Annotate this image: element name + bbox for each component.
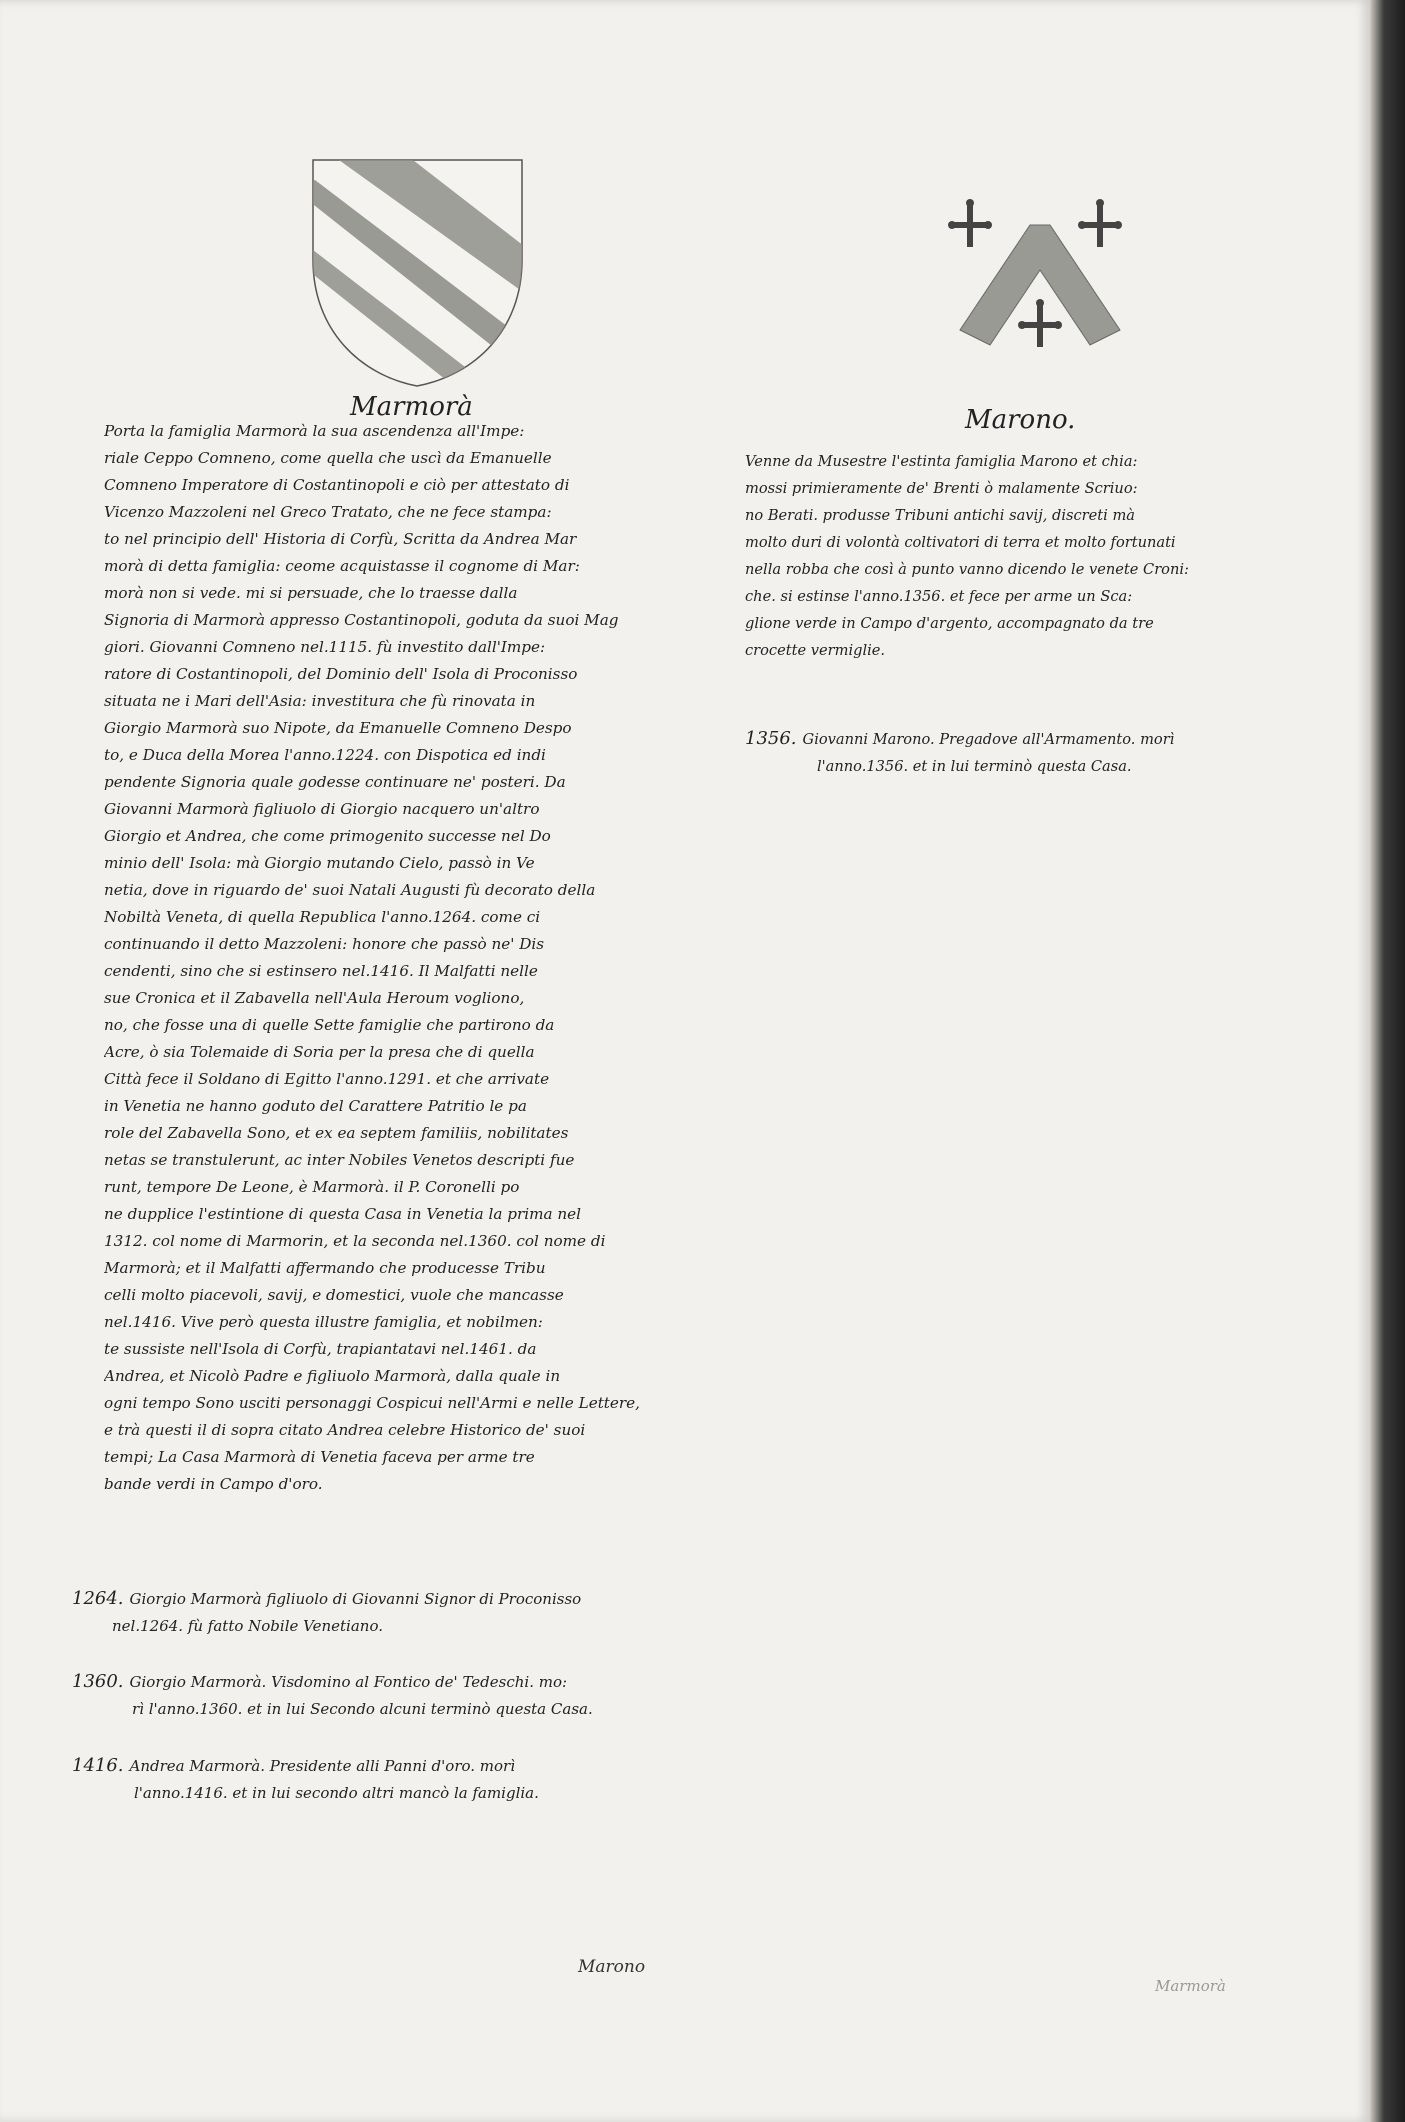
text-line: Città fece il Soldano di Egitto l'anno.1291. et che arrivate (104, 1070, 550, 1088)
text-line: e trà questi il di sopra citato Andrea celebre Historico de' suoi (104, 1421, 586, 1439)
text-line: no, che fosse una di quelle Sette famiglie che partirono da (104, 1016, 555, 1034)
text-line: Porta la famiglia Marmorà la sua ascendenza all'Impe: (104, 422, 525, 440)
text-line: cendenti, sino che si estinsero nel.1416. Il Malfatti nelle (104, 962, 538, 980)
marono-coat-of-arms (930, 185, 1150, 375)
entry-line: l'anno.1416. et in lui secondo altri mancò la famiglia. (134, 1784, 539, 1802)
text-line: continuando il detto Mazzoleni: honore che passò ne' Dis (104, 935, 545, 953)
text-line: celli molto piacevoli, savij, e domestici, vuole che mancasse (104, 1286, 564, 1304)
text-line: Signoria di Marmorà appresso Costantinopoli, goduta da suoi Mag (104, 611, 619, 629)
marono-heading: Marono. (965, 405, 1076, 435)
text-line: glione verde in Campo d'argento, accompagnato da tre (745, 615, 1154, 632)
text-line: runt, tempore De Leone, è Marmorà. il P. Coronelli po (104, 1178, 520, 1196)
text-line: Giovanni Marmorà figliuolo di Giorgio nacquero un'altro (104, 800, 540, 818)
entry-line: Andrea Marmorà. Presidente alli Panni d'oro. morì (129, 1757, 516, 1775)
text-line: to nel principio dell' Historia di Corfù, Scritta da Andrea Mar (104, 530, 577, 548)
entry-line: Giovanni Marono. Pregadove all'Armamento. morì (802, 731, 1175, 748)
text-line: riale Ceppo Comneno, come quella che uscì da Emanuelle (104, 449, 552, 467)
marmora-heading: Marmorà (350, 392, 473, 422)
entry-year: 1356. (745, 728, 797, 749)
text-line: pendente Signoria quale godesse continuare ne' posteri. Da (104, 773, 566, 791)
text-line: bande verdi in Campo d'oro. (104, 1475, 323, 1493)
text-line: Marmorà; et il Malfatti affermando che producesse Tribu (104, 1259, 546, 1277)
text-line: sue Cronica et il Zabavella nell'Aula Heroum vogliono, (104, 989, 525, 1007)
text-line: Andrea, et Nicolò Padre e figliuolo Marmorà, dalla quale in (104, 1367, 561, 1385)
text-line: ratore di Costantinopoli, del Dominio dell' Isola di Proconisso (104, 665, 578, 683)
text-line: situata ne i Mari dell'Asia: investitura che fù rinovata in (104, 692, 536, 710)
text-line: Vicenzo Mazzoleni nel Greco Tratato, che ne fece stampa: (104, 503, 552, 521)
text-line: morà non si vede. mi si persuade, che lo traesse dalla (104, 584, 518, 602)
text-line: Acre, ò sia Tolemaide di Soria per la presa che di quella (104, 1043, 535, 1061)
text-line: Giorgio Marmorà suo Nipote, da Emanuelle Comneno Despo (104, 719, 572, 737)
marono-paragraph (745, 448, 1305, 664)
catchword: Marono (578, 1957, 646, 1977)
text-line: molto duri di volontà coltivatori di terra et molto fortunati (745, 534, 1176, 551)
text-line: to, e Duca della Morea l'anno.1224. con Dispotica ed indi (104, 746, 546, 764)
entry-line: l'anno.1356. et in lui terminò questa Casa. (817, 758, 1132, 775)
text-line: netas se transtulerunt, ac inter Nobiles Venetos descripti fue (104, 1151, 575, 1169)
text-line: nella robba che così à punto vanno dicendo le venete Croni: (745, 561, 1189, 578)
text-line: mossi primieramente de' Brenti ò malamente Scriuo: (745, 480, 1138, 497)
entry-year: 1264. (72, 1588, 124, 1609)
text-line: tempi; La Casa Marmorà di Venetia faceva per arme tre (104, 1448, 535, 1466)
text-line: 1312. col nome di Marmorin, et la seconda nel.1360. col nome di (104, 1232, 606, 1250)
entry-line: Giorgio Marmorà. Visdomino al Fontico de' Tedeschi. mo: (129, 1673, 568, 1691)
text-line: role del Zabavella Sono, et ex ea septem familiis, nobilitates (104, 1124, 569, 1142)
marmora-paragraph (104, 418, 696, 1498)
text-line: Nobiltà Veneta, di quella Republica l'anno.1264. come ci (104, 908, 541, 926)
text-line: Comneno Imperatore di Costantinopoli e ciò per attestato di (104, 476, 570, 494)
text-line: netia, dove in riguardo de' suoi Natali Augusti fù decorato della (104, 881, 596, 899)
page-edge (1370, 0, 1405, 2122)
entry-line: nel.1264. fù fatto Nobile Venetiano. (112, 1617, 383, 1635)
text-line: che. si estinse l'anno.1356. et fece per arme un Sca: (745, 588, 1133, 605)
marmora-entry-1360 (72, 1668, 593, 1723)
text-line: ne dupplice l'estintione di questa Casa in Venetia la prima nel (104, 1205, 581, 1223)
watermark-stamp: Marmorà (1155, 1977, 1226, 1995)
text-line: giori. Giovanni Comneno nel.1115. fù investito dall'Impe: (104, 638, 546, 656)
entry-line: Giorgio Marmorà figliuolo di Giovanni Signor di Proconisso (129, 1590, 582, 1608)
marono-entry-1356 (745, 725, 1174, 780)
text-line: minio dell' Isola: mà Giorgio mutando Cielo, passò in Ve (104, 854, 535, 872)
text-line: crocette vermiglie. (745, 642, 886, 659)
text-line: no Berati. produsse Tribuni antichi savij, discreti mà (745, 507, 1136, 524)
text-line: nel.1416. Vive però questa illustre famiglia, et nobilmen: (104, 1313, 543, 1331)
text-line: ogni tempo Sono usciti personaggi Cospicui nell'Armi e nelle Lettere, (104, 1394, 640, 1412)
text-line: Venne da Musestre l'estinta famiglia Marono et chia: (745, 453, 1138, 470)
marmora-coat-of-arms (305, 150, 530, 390)
text-line: morà di detta famiglia: ceome acquistasse il cognome di Mar: (104, 557, 580, 575)
text-line: Giorgio et Andrea, che come primogenito successe nel Do (104, 827, 551, 845)
text-line: in Venetia ne hanno goduto del Carattere Patritio le pa (104, 1097, 527, 1115)
marmora-entry-1264 (72, 1585, 581, 1640)
entry-year: 1360. (72, 1671, 124, 1692)
entry-line: rì l'anno.1360. et in lui Secondo alcuni terminò questa Casa. (132, 1700, 593, 1718)
text-line: te sussiste nell'Isola di Corfù, trapiantatavi nel.1461. da (104, 1340, 537, 1358)
entry-year: 1416. (72, 1755, 124, 1776)
marmora-entry-1416 (72, 1752, 539, 1807)
